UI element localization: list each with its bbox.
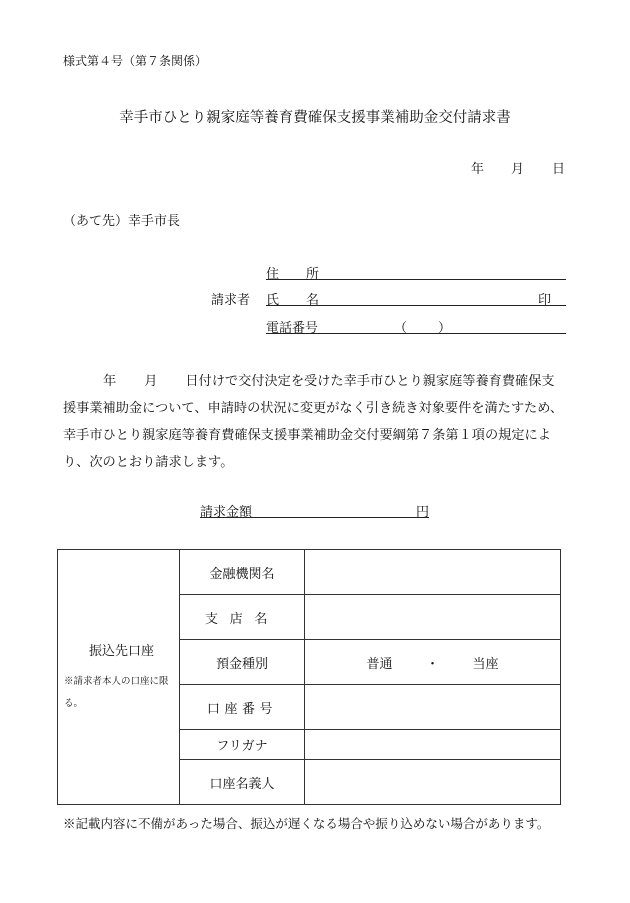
amount-field[interactable]: [200, 517, 429, 518]
address-label-char2: 所: [306, 267, 320, 282]
bank-account-table: [57, 549, 561, 805]
deposit-type-label: 預金種別: [180, 640, 305, 685]
phone-label: 電話番号: [266, 321, 319, 336]
name-label-char1: 氏: [266, 293, 280, 308]
deposit-type-separator: ・: [425, 656, 439, 672]
addressee: （あて先）幸手市長: [63, 214, 181, 229]
account-side-note: ※請求者本人の口座に限る。: [64, 675, 169, 709]
address-label-char1: 住: [266, 267, 280, 282]
account-number-field[interactable]: [305, 685, 561, 730]
paragraph-line-4: り、次のとおり請求します。: [63, 455, 234, 470]
account-holder-label: 口座名義人: [180, 760, 305, 805]
account-side-cell: [58, 550, 180, 805]
deposit-type-ordinary[interactable]: 普通: [366, 656, 393, 672]
date-day-label: 日: [552, 162, 566, 177]
phone-paren-open: （: [394, 321, 408, 336]
address-field[interactable]: [266, 279, 566, 280]
name-field[interactable]: [266, 305, 566, 306]
paragraph-year: 年: [103, 374, 117, 389]
name-label-char2: 名: [306, 293, 320, 308]
seal-mark: 印: [538, 293, 552, 308]
request-paragraph: [63, 368, 583, 476]
paragraph-line-3: 幸手市ひとり親家庭等養育費確保支援事業補助金交付要綱第７条第１項の規定によ: [63, 428, 551, 443]
applicant-label: 請求者: [211, 293, 251, 308]
paragraph-month: 月: [144, 374, 158, 389]
footnote: ※記載内容に不備があった場合、振込が遅くなる場合や振り込めない場合があります。: [63, 816, 550, 831]
account-number-label: 口座番号: [180, 685, 305, 730]
amount-unit: 円: [416, 505, 430, 520]
date-month-label: 月: [511, 162, 525, 177]
branch-name-label: 支店名: [180, 595, 305, 640]
account-holder-field[interactable]: [305, 760, 561, 805]
date-year-label: 年: [471, 162, 485, 177]
paragraph-line-2: 援事業補助金について、申請時の状況に変更がなく引き続き対象要件を満たすため、: [63, 401, 564, 416]
deposit-type-field[interactable]: [305, 640, 561, 685]
phone-field[interactable]: [266, 333, 566, 334]
furigana-field[interactable]: [305, 730, 561, 760]
phone-paren-close: ）: [438, 321, 452, 336]
branch-name-field[interactable]: [305, 595, 561, 640]
paragraph-line-1: [63, 368, 583, 395]
paragraph-line-1-text: 日付けで交付決定を受けた幸手市ひとり親家庭等養育費確保支: [185, 374, 555, 389]
furigana-label: フリガナ: [180, 730, 305, 760]
deposit-type-checking[interactable]: 当座: [472, 656, 499, 672]
account-side-title: 振込先口座: [88, 643, 154, 659]
bank-name-field[interactable]: [305, 550, 561, 595]
amount-label: 請求金額: [200, 505, 253, 520]
document-title: 幸手市ひとり親家庭等養育費確保支援事業補助金交付請求書: [119, 110, 511, 126]
form-number: 様式第４号（第７条関係）: [63, 54, 208, 68]
bank-name-label: 金融機関名: [180, 550, 305, 595]
